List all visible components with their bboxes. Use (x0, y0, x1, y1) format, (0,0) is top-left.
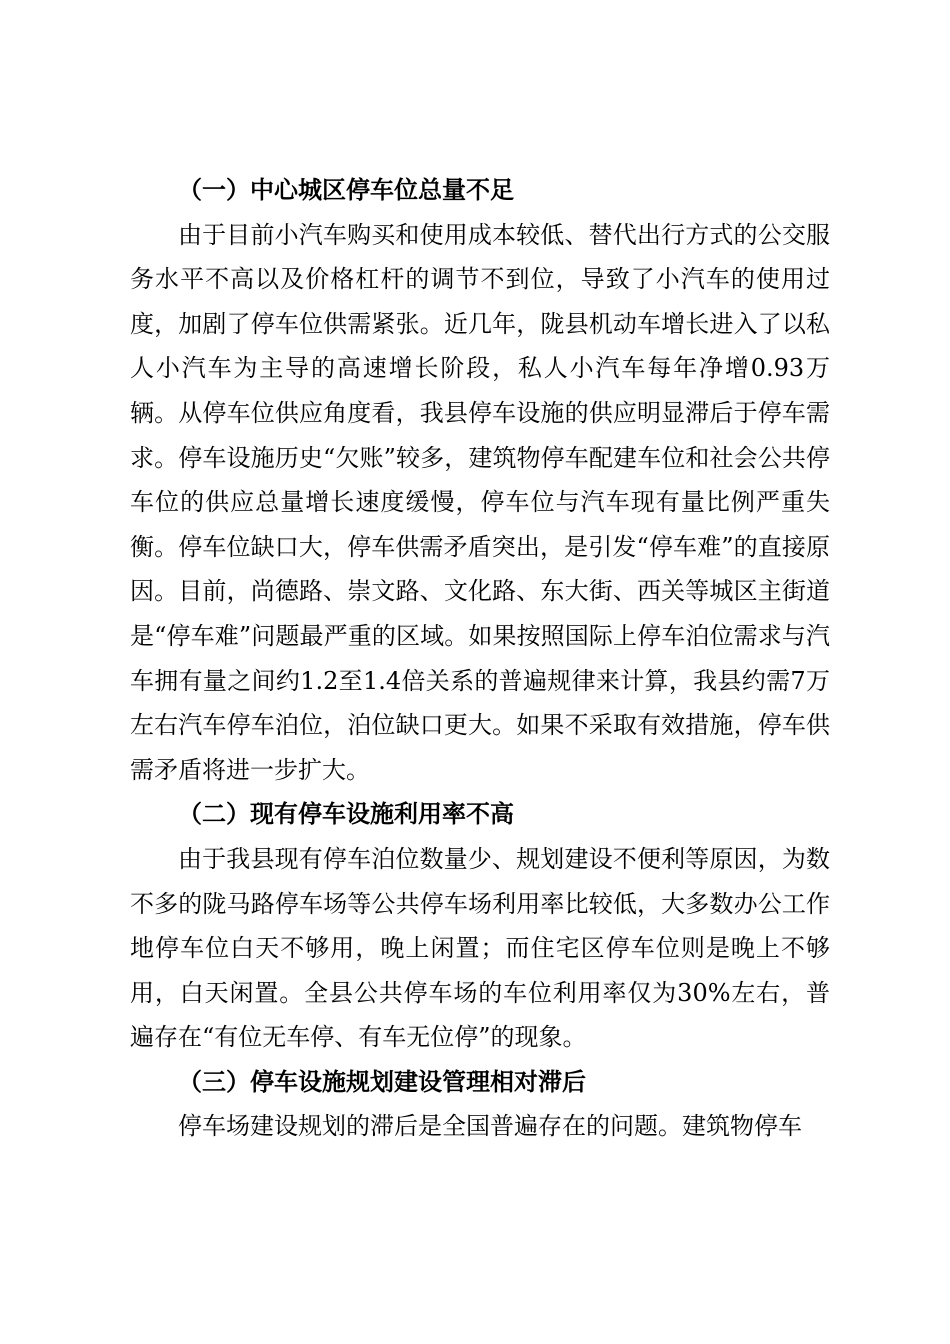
section-heading-1: （一）中心城区停车位总量不足 (178, 176, 514, 204)
section-heading-2: （二）现有停车设施利用率不高 (178, 800, 514, 829)
section-heading-3: （三）停车设施规划建设管理相对滞后 (178, 1067, 586, 1096)
section-paragraph-1: 由于目前小汽车购买和使用成本较低、替代出行方式的公交服务水平不高以及价格杠杆的调节不到位，导致了小汽车的使用过度，加剧了停车位供需紧张。近几年，陇县机动车增长进入了以私人小汽车为主导的高速增长阶段，私人小汽车每年净增0.93万辆。从停车位供应角度看，我县停车设施的供应明显滞后于停车需求。停车设施历史“欠账”较多，建筑物停车配建车位和社会公共停车位的供应总量增长速度缓慢，停车位与汽车现有量比例严重失衡。停车位缺口大，停车供需矛盾突出，是引发“停车难”的直接原因。目前，尚德路、崇文路、文化路、东大街、西关等城区主街道是“停车难”问题最严重的区域。如果按照国际上停车泊位需求与汽车拥有量之间约1.2至1.4倍关系的普遍规律来计算，我县约需7万左右汽车停车泊位，泊位缺口更大。如果不采取有效措施，停车供需矛盾将进一步扩大。 (130, 220, 830, 784)
section-paragraph-2: 由于我县现有停车泊位数量少、规划建设不便利等原因，为数不多的陇马路停车场等公共停车场利用率比较低，大多数办公工作地停车位白天不够用，晚上闲置；而住宅区停车位则是晚上不够用，白天闲置。全县公共停车场的车位利用率仅为30%左右，普遍存在“有位无车停、有车无位停”的现象。 (130, 844, 830, 1052)
document-body (130, 168, 830, 1149)
section-paragraph-3: 停车场建设规划的滞后是全国普遍存在的问题。建筑物停车 (178, 1112, 802, 1141)
